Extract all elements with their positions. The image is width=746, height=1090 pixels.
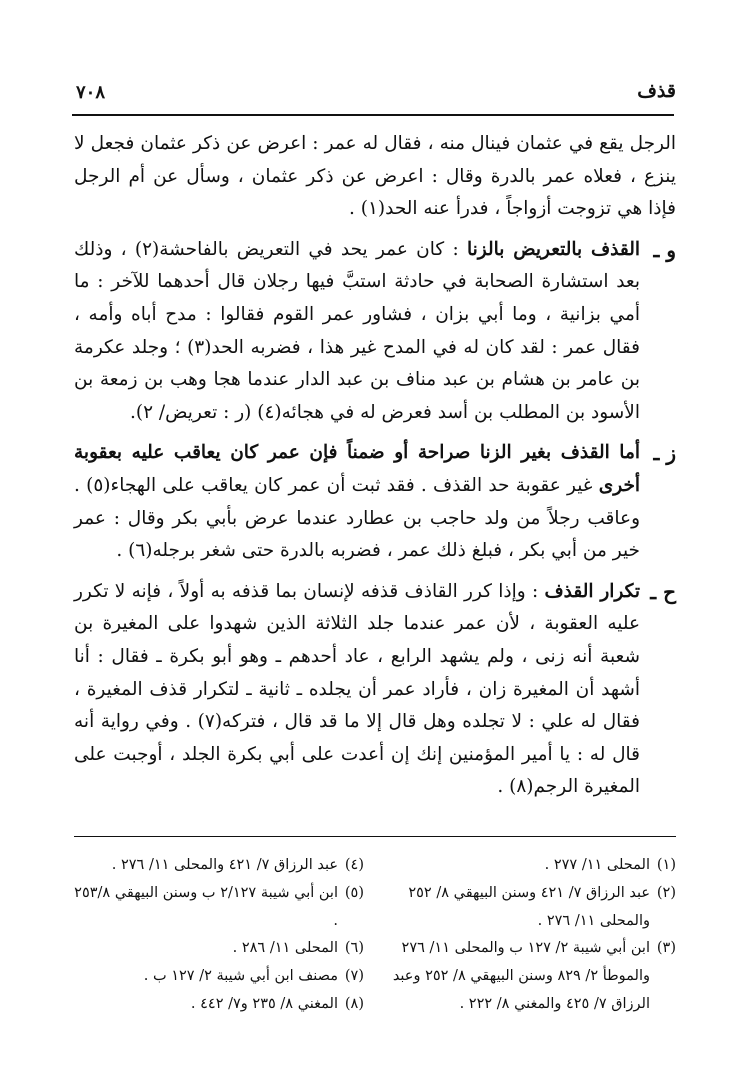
footnote-number: (٨) — [344, 995, 364, 1012]
footnote-rule — [74, 836, 676, 837]
section-heading: القذف بالتعريض بالزنا — [466, 238, 640, 260]
section-marker: و ـ — [653, 237, 676, 262]
footnote-text: المحلى ١١/ ٢٨٦ . — [232, 940, 338, 957]
paragraph-ha — [74, 576, 676, 804]
footnote-text: المحلى ١١/ ٢٧٧ . — [544, 857, 650, 873]
footnote-text: المغني ٨/ ٢٣٥ و٧/ ٤٤٢ . — [190, 995, 338, 1012]
footnote — [74, 935, 364, 963]
footnote-number: (٧) — [344, 968, 364, 985]
footnote-text: عبد الرزاق ٧/ ٤٢١ والمحلى ١١/ ٢٧٦ . — [111, 857, 338, 873]
footnote-number: (٣) — [656, 940, 676, 957]
section-marker: ز ـ — [653, 441, 676, 466]
footnote-number: (٤) — [344, 857, 364, 873]
footnote-text: ابن أبي شيبة ٢/١٢٧ ب وسنن البيهقي ٢٥٣/٨ . — [74, 884, 338, 929]
footnote-text: ابن أبي شيبة ٢/ ١٢٧ ب والمحلى ١١/ ٢٧٦ والموطأ ٢/ ٨٢٩ وسنن البيهقي ٨/ ٢٥٢ وعبد الرزاق ٧/ ٤٢٥ والمغني ٨/ ٢٢٢ . — [392, 940, 650, 1012]
footnotes-right-column — [386, 852, 676, 1019]
footnote — [74, 963, 364, 991]
footnote-text: عبد الرزاق ٧/ ٤٢١ وسنن البيهقي ٨/ ٢٥٢ والمحلى ١١/ ٢٧٦ . — [408, 884, 650, 929]
section-heading: تكرار القذف — [544, 580, 640, 602]
footnote-number: (٢) — [656, 884, 676, 901]
footnote — [386, 880, 676, 936]
footnote — [74, 991, 364, 1019]
paragraph-text: : كان عمر يحد في التعريض بالفاحشة(٢) ، وذلك بعد استشارة الصحابة في حادثة استبَّ فيها رجلان قال أحدهما للآخر : ما أمي بزانية ، وما أبي بزان ، فشاور عمر القوم فقالوا : مدح أباه وأمه ، فقال عمر : لقد كان له في المدح غير هذا ، فضربه الحد(٣) ؛ وجلد عكرمة بن عامر بن هشام بن عبد مناف بن عبد الدار عندما هجا وهب بن زمعة بن الأسود بن المطلب بن أسد فعرض له في هجائه(٤) (ر : تعريض/ ٢). — [74, 238, 640, 423]
section-marker: ح ـ — [650, 579, 676, 604]
footnote — [74, 880, 364, 936]
paragraph-text: : وإذا كرر القاذف قذفه لإنسان بما قذفه به أولاً ، فإنه لا تكرر عليه العقوبة ، لأن عمر عندما جلد الثلاثة الذين شهدوا على المغيرة بن شعبة أنه زنى ، ولم يشهد الرابع ، عاد أحدهم ـ وهو أبو بكرة ـ فقال : أنا أشهد أن المغيرة زان ، فأراد عمر أن يجلده ـ ثانية ـ لتكرار قذف المغيرة ، فقال له علي : لا تجلده وهل قال إلا ما قد قال ، فتركه(٧) . وفي رواية أنه قال له : يا أمير المؤمنين إنك إن أعدت على أبي بكرة الجلد ، أوجبت على المغيرة الرجم(٨) . — [74, 580, 640, 798]
footnote — [386, 935, 676, 1018]
paragraph-text: الرجل يقع في عثمان فينال منه ، فقال له عمر : اعرض عن ذكر عثمان فجعل لا ينزع ، فعلاه عمر بالدرة وقال : اعرض عن ذكر عثمان ، وسأل عن أم الرجل فإذا هي تزوجت أزواجاً ، فدرأ عنه الحد(١) . — [74, 133, 676, 220]
footnote-number: (١) — [656, 857, 676, 873]
body-text — [74, 128, 676, 812]
footnote-number: (٦) — [344, 940, 364, 957]
page-number: ٧٠٨ — [76, 82, 106, 103]
paragraph-text: غير عقوبة حد القذف . فقد ثبت أن عمر كان يعاقب على الهجاء(٥) . وعاقب رجلاً من ولد حاجب بن عطارد عندما عرض بأبي بكر وقال : عمر خير من أبي بكر ، فبلغ ذلك عمر ، فضربه بالدرة حتى شغر برجله(٦) . — [74, 474, 640, 562]
footnote — [74, 852, 364, 880]
paragraph-continuation — [74, 128, 676, 226]
footnote-number: (٥) — [344, 884, 364, 901]
paragraph-wa — [74, 234, 676, 430]
footnote-text: مصنف ابن أبي شيبة ٢/ ١٢٧ ب . — [143, 968, 338, 985]
footnotes-left-column — [74, 852, 364, 1019]
section-heading: أما القذف بغير الزنا صراحة أو ضمناً فإن عمر كان يعاقب عليه بعقوبة أخرى — [74, 442, 641, 496]
footnote — [386, 852, 676, 880]
running-title: قذف — [637, 80, 676, 102]
header-rule — [72, 114, 674, 116]
paragraph-zay — [74, 437, 676, 567]
